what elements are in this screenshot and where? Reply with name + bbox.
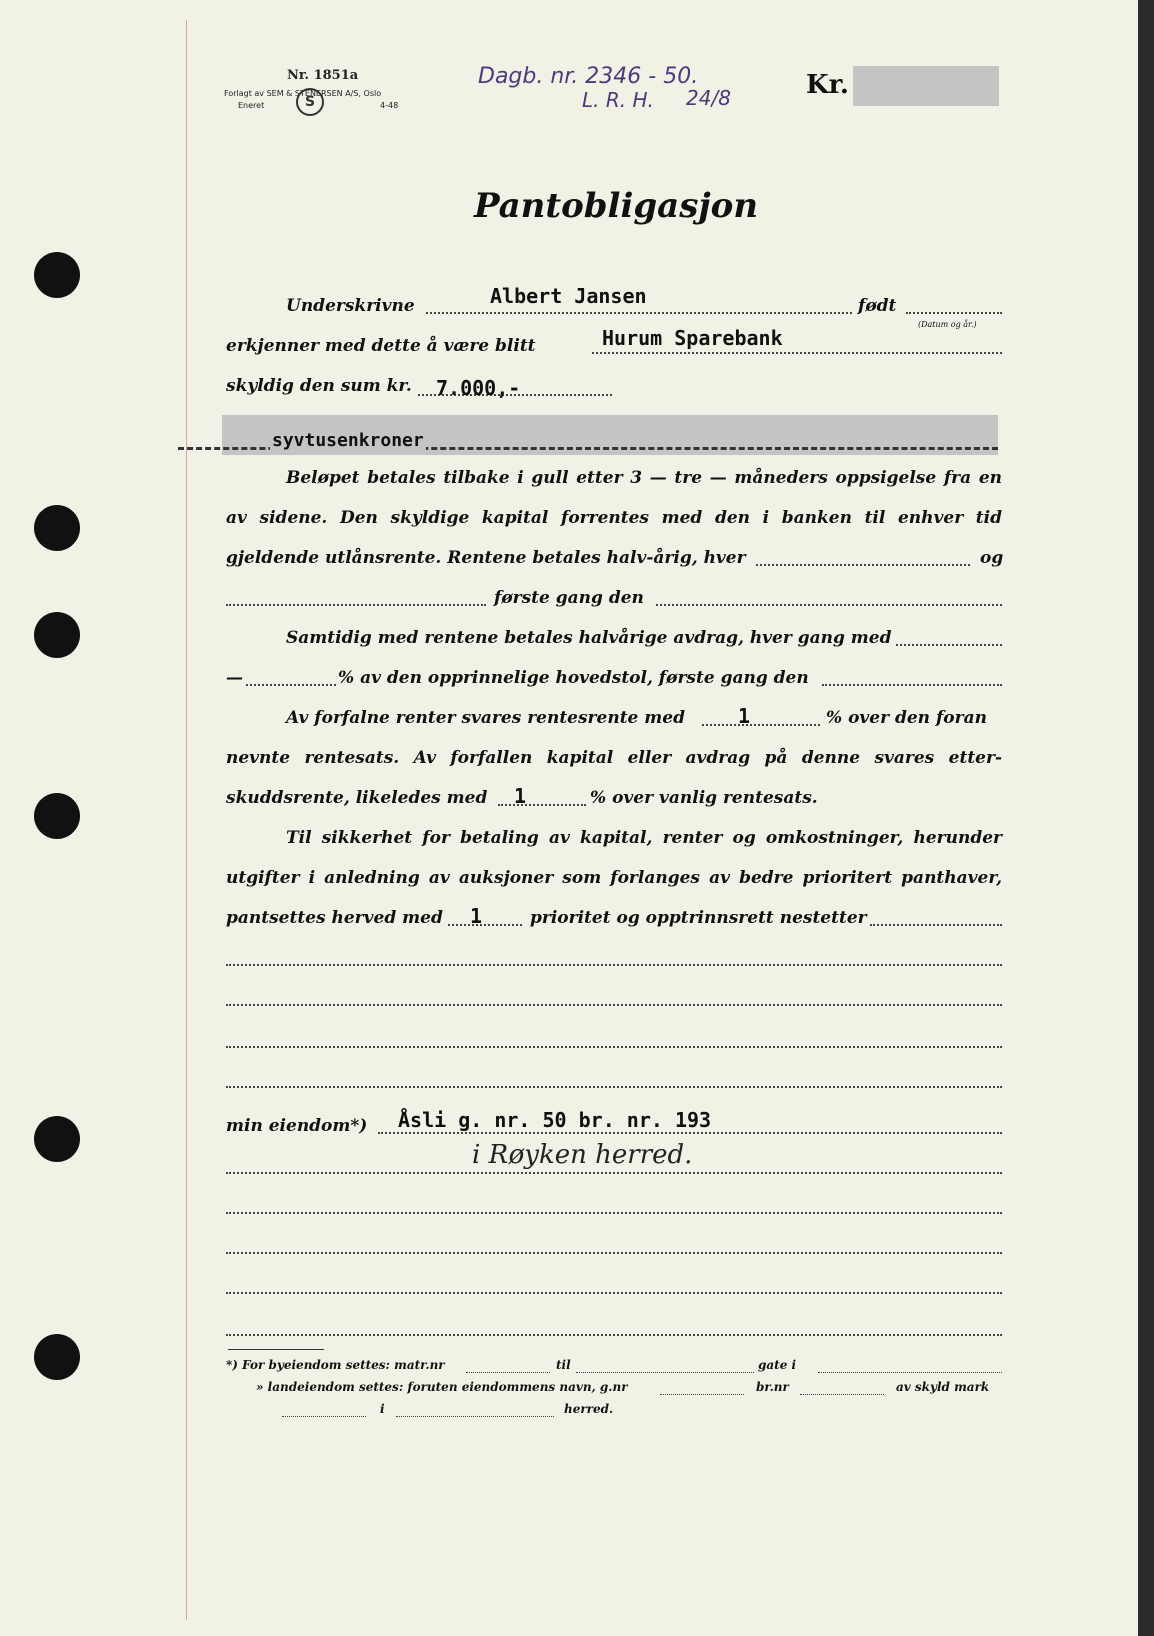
first-interest-date-field <box>656 604 1002 606</box>
overdue-rate-field <box>702 724 820 726</box>
overdue-line-1b: % over den foran <box>826 708 987 728</box>
footnote-rule <box>228 1349 324 1350</box>
repayment-line-2: av sidene. Den skyldige kapital forrentes med den i banken til enhver tid <box>226 508 1002 528</box>
blank-field-line <box>226 1004 1002 1006</box>
blank-field-line <box>226 1292 1002 1294</box>
installment-field <box>896 644 1002 646</box>
registration-note: Dagb. nr. 2346 - 50. <box>478 64 699 89</box>
undersigned-name: Albert Jansen <box>490 284 647 308</box>
creditor-label: erkjenner med dette å være blitt <box>226 336 536 356</box>
footnote-field <box>800 1394 884 1395</box>
born-label: født <box>858 296 897 316</box>
interest-period-field <box>756 564 970 566</box>
form-number: Nr. 1851a <box>287 68 359 83</box>
priority-field <box>448 924 522 926</box>
publisher-rights: Eneret <box>238 101 265 110</box>
punch-hole-icon <box>34 793 80 839</box>
overdue-rate-2: 1 <box>514 784 527 808</box>
publisher-code: 4-48 <box>380 101 399 110</box>
creditor-name: Hurum Sparebank <box>602 326 783 350</box>
blank-field-line <box>226 1172 1002 1174</box>
security-line-1: Til sikkerhet for betaling av kapital, renter og omkostninger, herunder <box>286 828 1002 848</box>
installment-line-1: Samtidig med rentene betales halvårige avdrag, hver gang med <box>286 628 892 648</box>
sum-label: skyldig den sum kr. <box>226 376 412 396</box>
footnote-brnr: br.nr <box>756 1380 789 1394</box>
registration-initials: L. R. H. <box>582 88 654 112</box>
repayment-line-4: første gang den <box>494 588 644 608</box>
overdue-line-2: nevnte rentesats. Av forfallen kapital eller avdrag på denne svares etter- <box>226 748 1002 768</box>
overdue-line-3: skuddsrente, likeledes med <box>226 788 488 808</box>
installment-date-field <box>822 684 1002 686</box>
priority-after-field <box>870 924 1002 926</box>
repayment-line-1: Beløpet betales tilbake i gull etter 3 — tre — måneders oppsigelse fra en <box>286 468 1002 488</box>
red-margin-line <box>186 20 187 1620</box>
undersigned-field-line <box>426 312 852 314</box>
installment-line-2: % av den opprinnelige hovedstol, første gang den <box>338 668 809 688</box>
blank-field-line <box>226 1212 1002 1214</box>
punch-hole-icon <box>34 505 80 551</box>
blank-field-line <box>226 1086 1002 1088</box>
registration-date: 24/8 <box>686 86 731 110</box>
born-field-line <box>906 312 1002 314</box>
page-title: Pantobligasjon <box>474 186 759 226</box>
property-handwritten: i Røyken herred. <box>472 1140 693 1170</box>
blank-field-line <box>226 1252 1002 1254</box>
publisher-line: Forlagt av SEM & STENERSEN A/S, Oslo <box>224 89 382 98</box>
footnote-line-2: » landeiendom settes: foruten eiendommens navn, g.nr <box>256 1380 628 1394</box>
footnote-herred: herred. <box>564 1402 614 1416</box>
repayment-line-3: gjeldende utlånsrente. Rentene betales halv-årig, hver <box>226 548 746 568</box>
punch-hole-icon <box>34 612 80 658</box>
property-field-line <box>378 1132 1002 1134</box>
property-value: Åsli g. nr. 50 br. nr. 193 <box>398 1108 712 1132</box>
footnote-til: til <box>556 1358 571 1372</box>
first-interest-field <box>226 604 486 606</box>
security-line-2: utgifter i anledning av auksjoner som forlanges av bedre prioritert panthaver, <box>226 868 1002 888</box>
footnote-field <box>466 1372 550 1373</box>
punch-hole-icon <box>34 1334 80 1380</box>
footnote-field <box>396 1416 554 1417</box>
installment-percent-field <box>246 684 336 686</box>
late-rate-field <box>498 804 586 806</box>
blank-field-line <box>226 1334 1002 1336</box>
sum-words: syvtusenkroner <box>272 430 424 451</box>
footnote-field <box>282 1416 366 1417</box>
kr-label: Kr. <box>806 70 849 100</box>
sum-value: 7.000,- <box>436 376 521 400</box>
footnote-gate: gate i <box>758 1358 797 1372</box>
creditor-field-line <box>592 352 1002 354</box>
footnote-field <box>818 1372 1002 1373</box>
born-hint: (Datum og år.) <box>918 320 977 329</box>
footnote-line-3: i <box>380 1402 385 1416</box>
overdue-rate-1: 1 <box>738 704 751 728</box>
overdue-line-3b: % over vanlig rentesats. <box>590 788 818 808</box>
punch-hole-icon <box>34 1116 80 1162</box>
blank-field-line <box>226 964 1002 966</box>
footnote-field <box>576 1372 754 1373</box>
publisher-logo-icon: S <box>296 88 324 116</box>
security-line-3: pantsettes herved med <box>226 908 443 928</box>
footnote-line-1: *) For byeiendom settes: matr.nr <box>226 1358 445 1372</box>
installment-dash: — <box>226 668 243 688</box>
security-line-3b: prioritet og opptrinnsrett nestetter <box>530 908 867 928</box>
security-priority: 1 <box>470 904 483 928</box>
property-label: min eiendom*) <box>226 1116 368 1136</box>
overdue-line-1: Av forfalne renter svares rentesrente med <box>286 708 685 728</box>
undersigned-label: Underskrivne <box>286 296 415 316</box>
blank-field-line <box>226 1046 1002 1048</box>
footnote-field <box>660 1394 744 1395</box>
amount-box <box>853 66 999 106</box>
repayment-og: og <box>980 548 1004 568</box>
punch-hole-icon <box>34 252 80 298</box>
footnote-skyld: av skyld mark <box>896 1380 990 1394</box>
